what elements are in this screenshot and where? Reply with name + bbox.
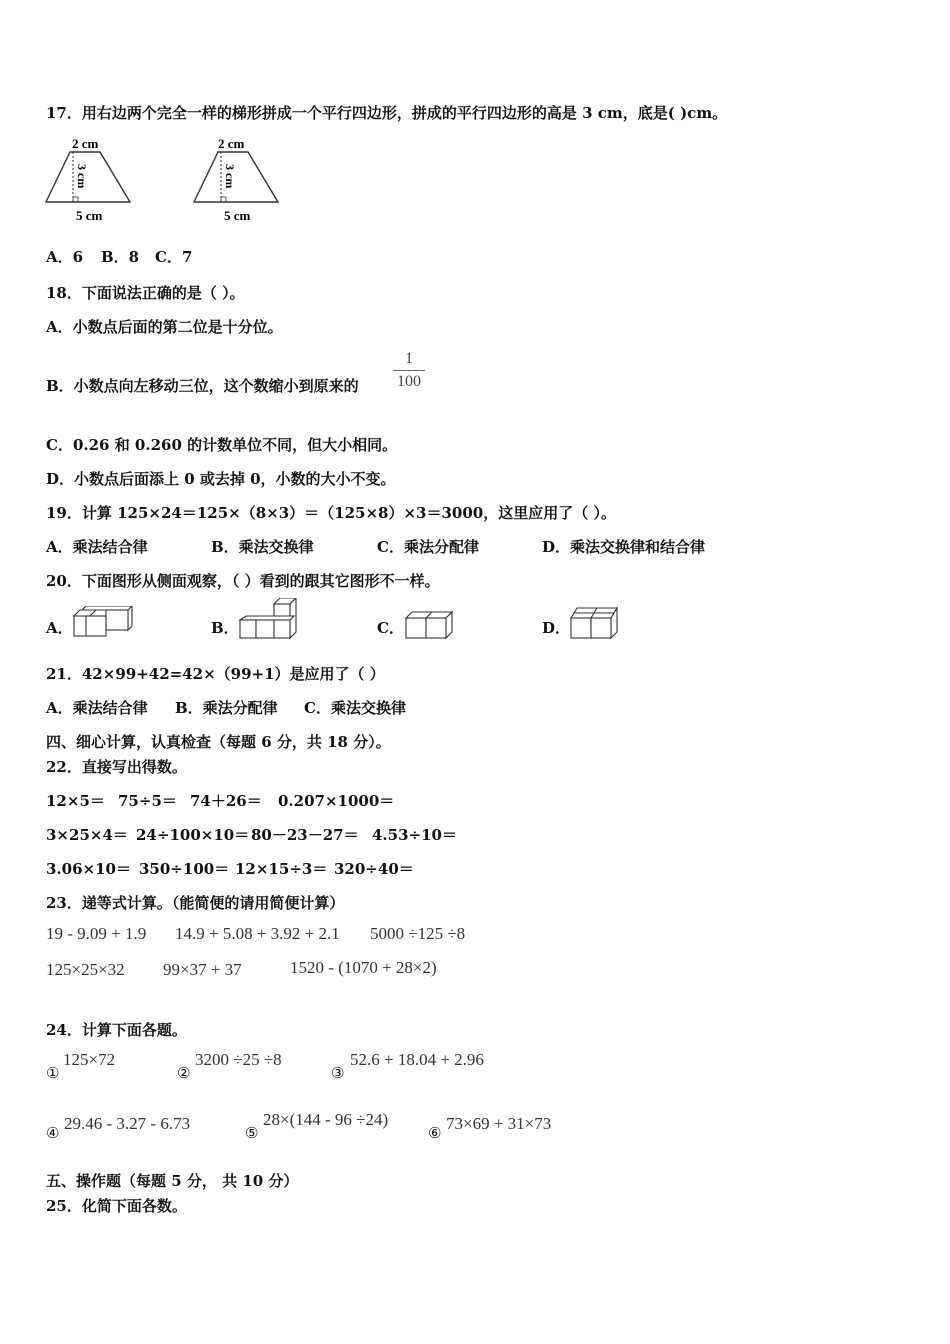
cubes-figure-b — [236, 598, 302, 642]
label-bottom-right: 5 cm — [224, 208, 251, 223]
q23-expr-4: 125×25×32 — [46, 960, 125, 979]
q25-stem: 25．化简下面各数。 — [46, 1197, 187, 1215]
q22-stem: 22．直接写出得数。 — [46, 758, 187, 776]
cubes-figure-d — [567, 606, 623, 642]
trapezoid-figure-left — [40, 134, 140, 226]
q22-r2-c4: 4.53÷10＝ — [372, 826, 457, 844]
q17-stem: 17．用右边两个完全一样的梯形拼成一个平行四边形，拼成的平行四边形的高是 3 cm，底是( )cm。 — [46, 104, 728, 122]
q22-r1-c4: 0.207×1000＝ — [278, 792, 395, 810]
q21-option-c[interactable]: C．乘法交换律 — [304, 699, 406, 717]
q23-expr-1: 19 - 9.09 + 1.9 — [46, 924, 147, 943]
q22-r1-c2: 75÷5＝ — [118, 792, 177, 810]
q17-option-b[interactable]: B．8 — [101, 248, 140, 266]
label-top-left: 2 cm — [72, 136, 99, 151]
q22-r3-c2: 350÷100＝ — [139, 860, 230, 878]
q24-expr-1: 125×72 — [63, 1050, 116, 1069]
trapezoid-figure-right — [188, 134, 288, 226]
cubes-figure-a — [70, 606, 136, 642]
section-5-heading: 五、操作题（每题 5 分， 共 10 分） — [46, 1172, 299, 1190]
section-4-heading: 四、细心计算，认真检查（每题 6 分，共 18 分）。 — [46, 733, 391, 751]
q19-option-a[interactable]: A．乘法结合律 — [46, 538, 148, 556]
q23-expr-5: 99×37 + 37 — [163, 960, 242, 979]
q17-option-c[interactable]: C．7 — [155, 248, 193, 266]
cubes-figure-c — [402, 608, 458, 642]
q23-expr-3: 5000 ÷125 ÷8 — [370, 924, 466, 943]
q19-option-b[interactable]: B．乘法交换律 — [211, 538, 314, 556]
q18-stem: 18．下面说法正确的是（ ）。 — [46, 284, 245, 302]
q18-option-b[interactable]: B．小数点向左移动三位，这个数缩小到原来的 — [46, 377, 359, 395]
q20-option-c[interactable]: C． — [377, 619, 404, 637]
q20-option-a[interactable]: A． — [46, 619, 73, 637]
q22-r2-c3: 80－23－27＝ — [251, 826, 359, 844]
q24-marker-5: ⑤ — [245, 1124, 259, 1142]
q22-r3-c3: 12×15÷3＝ — [235, 860, 328, 878]
fraction-numerator: 1 — [405, 350, 413, 367]
q24-marker-2: ② — [177, 1064, 191, 1082]
q20-option-d[interactable]: D． — [542, 619, 571, 637]
q24-expr-2: 3200 ÷25 ÷8 — [195, 1050, 282, 1069]
q19-option-d[interactable]: D．乘法交换律和结合律 — [542, 538, 706, 556]
q20-option-b[interactable]: B． — [211, 619, 239, 637]
q24-marker-3: ③ — [331, 1064, 345, 1082]
q18-option-c[interactable]: C．0.26 和 0.260 的计数单位不同，但大小相同。 — [46, 436, 398, 454]
q22-r2-c1: 3×25×4＝ — [46, 826, 128, 844]
q18-option-d[interactable]: D．小数点后面添上 0 或去掉 0，小数的大小不变。 — [46, 470, 396, 488]
fraction-one-hundredth — [393, 350, 425, 391]
q24-stem: 24．计算下面各题。 — [46, 1021, 187, 1039]
label-height-right: 3 cm — [223, 164, 237, 189]
q23-expr-6: 1520 - (1070 + 28×2) — [290, 958, 437, 977]
q24-marker-4: ④ — [46, 1124, 60, 1142]
q24-marker-6: ⑥ — [428, 1124, 442, 1142]
label-bottom-left: 5 cm — [76, 208, 103, 223]
q19-option-c[interactable]: C．乘法分配律 — [377, 538, 479, 556]
label-height-left: 3 cm — [75, 164, 89, 189]
q24-expr-5: 28×(144 - 96 ÷24) — [263, 1110, 389, 1129]
q23-expr-2: 14.9 + 5.08 + 3.92 + 2.1 — [175, 924, 340, 943]
q19-stem: 19．计算 125×24＝125×（8×3）＝（125×8）×3＝3000，这里应用了（ ）。 — [46, 504, 616, 522]
q22-r1-c1: 12×5＝ — [46, 792, 105, 810]
q21-option-a[interactable]: A．乘法结合律 — [46, 699, 148, 717]
q21-option-b[interactable]: B．乘法分配律 — [175, 699, 278, 717]
q24-expr-6: 73×69 + 31×73 — [446, 1114, 552, 1133]
q24-expr-3: 52.6 + 18.04 + 2.96 — [350, 1050, 484, 1069]
q22-r3-c1: 3.06×10＝ — [46, 860, 131, 878]
fraction-denominator: 100 — [397, 373, 421, 390]
q22-r2-c2: 24÷100×10＝ — [136, 826, 250, 844]
label-top-right: 2 cm — [218, 136, 245, 151]
q17-option-a[interactable]: A．6 — [46, 248, 84, 266]
q23-stem: 23．递等式计算。（能简便的请用简便计算） — [46, 894, 345, 912]
q22-r1-c3: 74＋26＝ — [190, 792, 262, 810]
q18-option-a[interactable]: A．小数点后面的第二位是十分位。 — [46, 318, 283, 336]
q21-stem: 21．42×99+42=42×（99+1）是应用了（ ） — [46, 665, 385, 683]
q22-r3-c4: 320÷40＝ — [334, 860, 414, 878]
q20-stem: 20．下面图形从侧面观察，（ ）看到的跟其它图形不一样。 — [46, 572, 440, 590]
q24-expr-4: 29.46 - 3.27 - 6.73 — [64, 1114, 191, 1133]
q24-marker-1: ① — [46, 1064, 60, 1082]
